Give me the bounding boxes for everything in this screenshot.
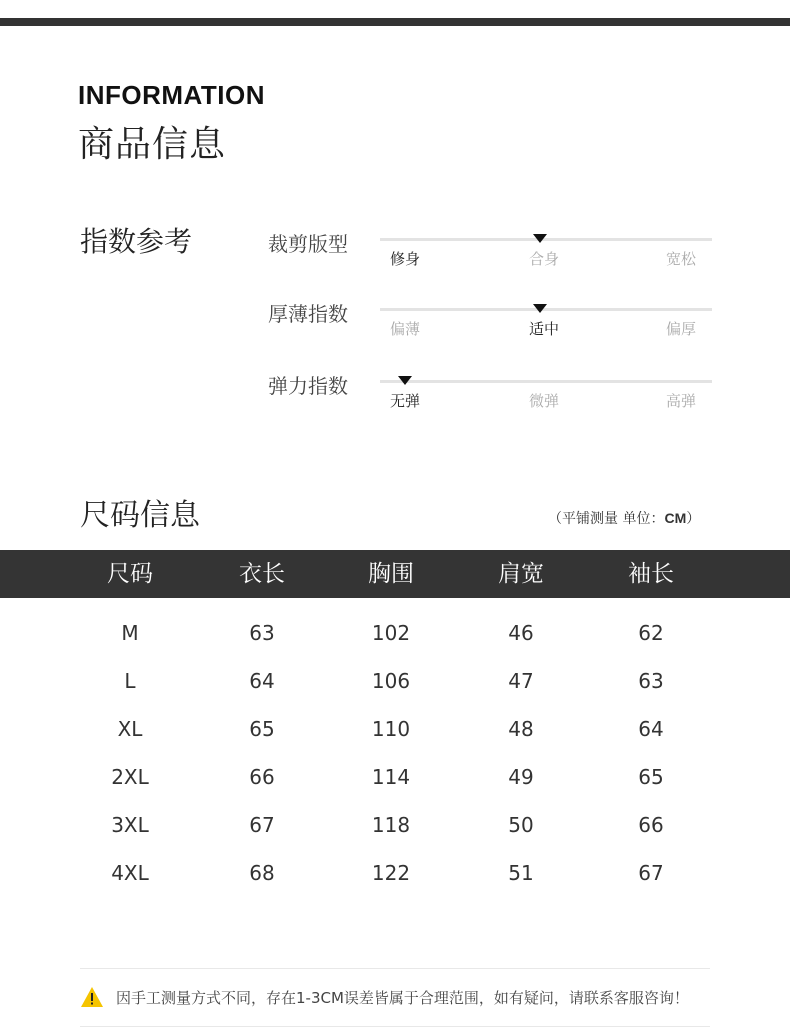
- table-cell: L: [124, 669, 136, 693]
- table-cell: 3XL: [111, 813, 149, 837]
- column-header: 袖长: [628, 561, 674, 587]
- table-row: [0, 801, 790, 849]
- metric-marker-icon: [533, 234, 547, 243]
- measure-note-unit: CM: [664, 510, 687, 526]
- table-row: [0, 657, 790, 705]
- warning-icon: [80, 986, 104, 1008]
- table-cell: 118: [371, 813, 411, 837]
- table-cell: 46: [508, 621, 534, 645]
- table-row: [0, 849, 790, 897]
- metric-scale-line: [380, 380, 712, 383]
- table-cell: 66: [638, 813, 664, 837]
- index-reference-title: 指数参考: [80, 225, 193, 258]
- metric-label: 弹力指数: [268, 374, 348, 398]
- table-cell: 50: [508, 813, 534, 837]
- metric-marker-icon: [533, 304, 547, 313]
- table-cell: 63: [638, 669, 664, 693]
- metric-option: 高弹: [666, 392, 697, 410]
- table-cell: 49: [508, 765, 534, 789]
- metric-option: 适中: [529, 320, 560, 338]
- notice-divider-bottom: [80, 1026, 710, 1027]
- metric-thickness: [268, 298, 718, 358]
- metric-option: 无弹: [390, 392, 421, 410]
- table-cell: 63: [249, 621, 275, 645]
- metric-option: 宽松: [666, 250, 697, 268]
- table-cell: 67: [638, 861, 664, 885]
- metric-option: 合身: [529, 250, 560, 268]
- table-row: [0, 705, 790, 753]
- measure-note: [548, 508, 700, 528]
- metric-option: 修身: [390, 250, 421, 268]
- table-cell: 106: [371, 669, 411, 693]
- table-cell: 2XL: [111, 765, 149, 789]
- table-row: [0, 609, 790, 657]
- column-header: 尺码: [107, 561, 153, 587]
- table-cell: 67: [249, 813, 275, 837]
- top-bar: [0, 18, 790, 26]
- table-cell: 65: [638, 765, 664, 789]
- table-cell: 68: [249, 861, 275, 885]
- table-cell: 122: [371, 861, 411, 885]
- metric-fit: [268, 228, 718, 288]
- measure-note-suffix: ）: [686, 511, 701, 527]
- table-cell: 102: [371, 621, 411, 645]
- table-cell: 64: [638, 717, 664, 741]
- metric-label: 裁剪版型: [268, 232, 348, 256]
- column-header: 肩宽: [498, 561, 544, 587]
- table-row: [0, 753, 790, 801]
- table-cell: XL: [117, 717, 143, 741]
- size-table-header: [0, 550, 790, 598]
- metric-elasticity: [268, 370, 718, 430]
- table-cell: 114: [371, 765, 411, 789]
- table-cell: 66: [249, 765, 275, 789]
- metric-option: 微弹: [529, 392, 560, 410]
- table-cell: 47: [508, 669, 534, 693]
- table-cell: 4XL: [111, 861, 149, 885]
- measure-note-prefix: （平铺测量 单位：: [548, 511, 665, 527]
- table-cell: 64: [249, 669, 275, 693]
- table-cell: 65: [249, 717, 275, 741]
- metric-label: 厚薄指数: [268, 302, 348, 326]
- metric-marker-icon: [398, 376, 412, 385]
- metric-option: 偏薄: [390, 320, 421, 338]
- column-header: 胸围: [368, 561, 414, 587]
- table-cell: M: [121, 621, 139, 645]
- table-cell: 62: [638, 621, 664, 645]
- page-title-cn: 商品信息: [78, 124, 227, 165]
- page-title-en: INFORMATION: [78, 80, 265, 110]
- measurement-notice: [80, 985, 689, 1009]
- notice-divider-top: [80, 968, 710, 969]
- table-cell: 110: [371, 717, 411, 741]
- notice-text: 因手工测量方式不同，存在1-3CM误差皆属于合理范围，如有疑问，请联系客服咨询！: [116, 988, 689, 1007]
- table-cell: 48: [508, 717, 534, 741]
- column-header: 衣长: [239, 561, 285, 587]
- table-cell: 51: [508, 861, 534, 885]
- metric-option: 偏厚: [666, 320, 697, 338]
- size-info-title: 尺码信息: [80, 498, 200, 533]
